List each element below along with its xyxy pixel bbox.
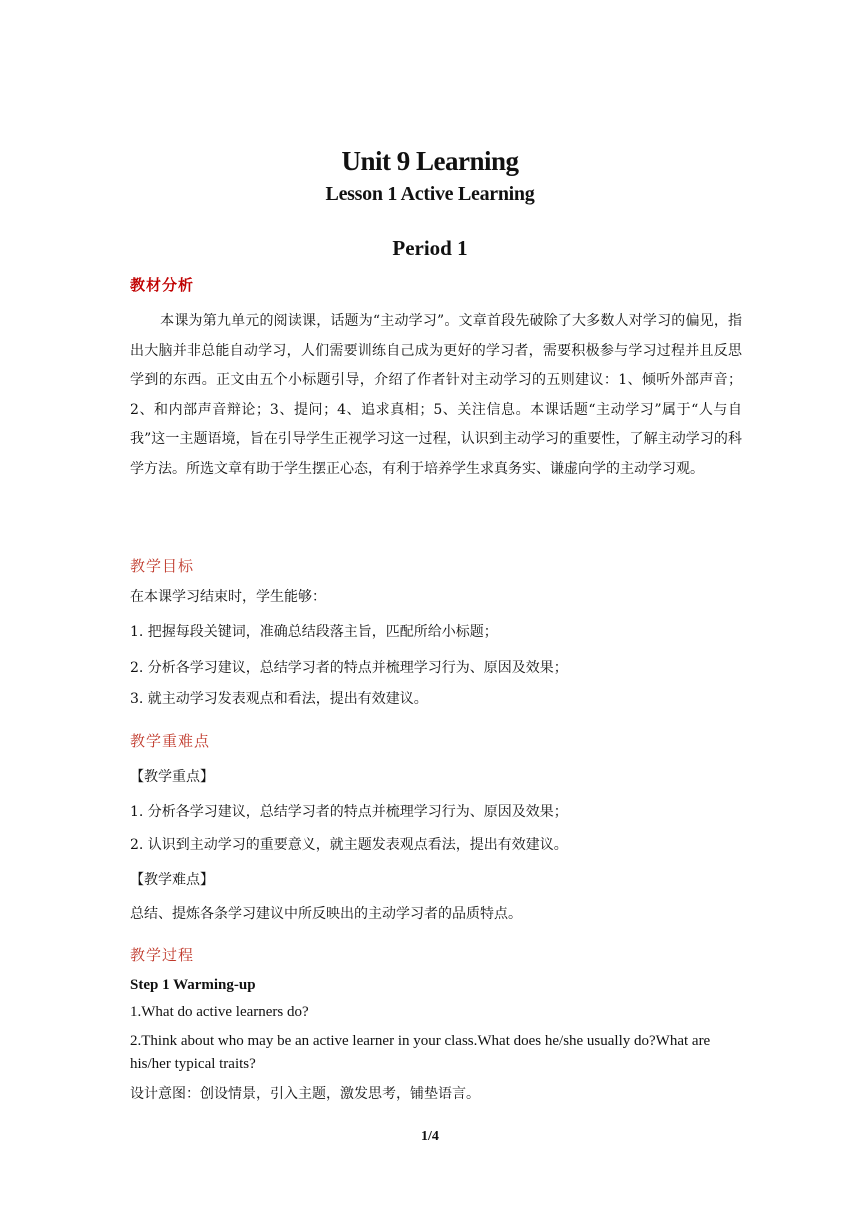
goal-item: 2. 分析各学习建议，总结学习者的特点并梳理学习行为、原因及效果； (130, 660, 568, 676)
difficulty-label: 【教学难点】 (130, 872, 214, 888)
analysis-paragraph: 本课为第九单元的阅读课，话题为“主动学习”。文章首段先破除了大多数人对学习的偏见，指出大脑并非总能自动学习，人们需要训练自己成为更好的学习者，需要积极参与学习过程并且反思学到的东西。正文由五个小标题引导，介绍了作者针对主动学习的五则建议：1、倾听外部声音；2、和内部声音辩论；3、提问；4、追求真相；5、关注信息。本课话题“主动学习”属于“人与自我”这一主题语境，旨在引导学生正视学习这一过程，认识到主动学习的重要性，了解主动学习的科学方法。所选文章有助于学生摆正心态，有利于培养学生求真务实、谦虚向学的主动学习观。 (130, 313, 742, 477)
step-title: Step 1 Warming-up (130, 977, 256, 993)
difficulty-text: 总结、提炼各条学习建议中所反映出的主动学习者的品质特点。 (130, 906, 522, 922)
goal-item: 3. 就主动学习发表观点和看法，提出有效建议。 (130, 691, 428, 707)
key-points-heading: 教学重难点 (130, 732, 211, 750)
goals-intro: 在本课学习结束时，学生能够： (130, 589, 326, 605)
goals-heading: 教学目标 (130, 557, 195, 575)
unit-title: Unit 9 Learning (341, 146, 519, 176)
lesson-title: Lesson 1 Active Learning (325, 183, 535, 205)
focus-item: 1. 分析各学习建议，总结学习者的特点并梳理学习行为、原因及效果； (130, 804, 568, 820)
design-intent: 设计意图：创设情景，引入主题，激发思考，铺垫语言。 (130, 1086, 480, 1102)
focus-item: 2. 认识到主动学习的重要意义，就主题发表观点看法，提出有效建议。 (130, 837, 568, 853)
question-1: 1.What do active learners do? (130, 1004, 309, 1020)
goal-item: 1. 把握每段关键词，准确总结段落主旨，匹配所给小标题； (130, 624, 498, 640)
page-number: 1/4 (421, 1129, 439, 1144)
period-title: Period 1 (392, 236, 468, 260)
analysis-heading: 教材分析 (130, 276, 195, 294)
focus-label: 【教学重点】 (130, 769, 214, 785)
process-heading: 教学过程 (130, 946, 195, 964)
question-2: 2.Think about who may be an active learner in your class.What does he/she usually do?What are his/her typical traits? (130, 1033, 711, 1072)
